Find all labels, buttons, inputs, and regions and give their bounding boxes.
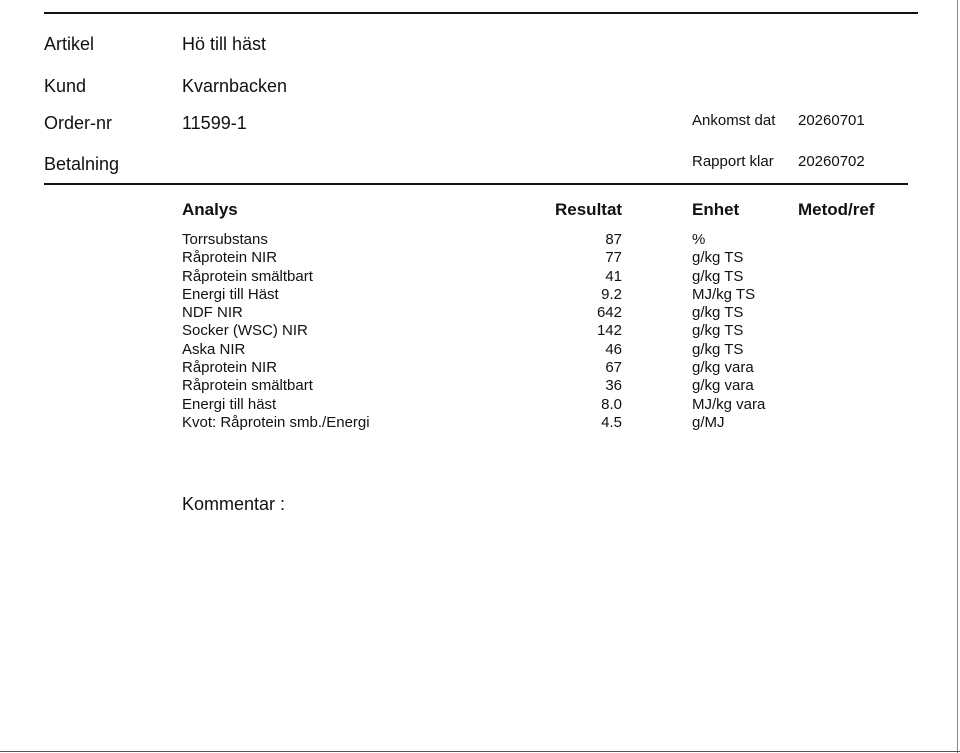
- rapport-value: 20260702: [798, 153, 865, 170]
- result-value: 77: [605, 249, 622, 267]
- ankomst-label: Ankomst dat: [692, 112, 776, 129]
- result-value: 4.5: [601, 413, 622, 431]
- bottom-divider: [0, 751, 960, 752]
- table-row: [182, 304, 822, 322]
- table-row: [182, 231, 822, 249]
- table-row: [182, 414, 822, 432]
- result-value: 642: [596, 304, 622, 322]
- analys-name: Torrsubstans: [182, 231, 268, 248]
- results-table: [182, 231, 822, 432]
- column-header-analys: Analys: [182, 200, 238, 219]
- unit-value: %: [692, 231, 706, 248]
- unit-value: g/kg TS: [692, 340, 744, 358]
- analys-name: Råprotein smältbart: [182, 267, 313, 285]
- column-header-metod-ref: Metod/ref: [798, 200, 875, 219]
- analys-name: Energi till häst: [182, 395, 277, 413]
- unit-value: g/kg TS: [692, 249, 744, 267]
- unit-value: g/kg TS: [692, 267, 744, 285]
- analys-name: Råprotein smältbart: [182, 377, 313, 395]
- unit-value: g/kg vara: [692, 359, 754, 377]
- analys-name: Råprotein NIR: [182, 359, 278, 377]
- order-nr-label: Order-nr: [44, 113, 113, 133]
- table-row: [182, 322, 822, 340]
- table-row: [182, 249, 822, 267]
- kund-label: Kund: [44, 76, 87, 96]
- unit-value: MJ/kg vara: [692, 395, 766, 413]
- ankomst-value: 20260701: [798, 112, 865, 129]
- rapport-label: Rapport klar: [692, 153, 774, 170]
- betalning-label: Betalning: [44, 154, 120, 174]
- result-value: 87: [605, 231, 622, 248]
- table-row: [182, 341, 822, 359]
- artikel-value: Hö till häst: [182, 34, 267, 54]
- artikel-label: Artikel: [44, 34, 95, 54]
- table-row: [182, 396, 822, 414]
- top-divider: [44, 12, 918, 14]
- analys-name: Socker (WSC) NIR: [182, 322, 308, 340]
- result-value: 9.2: [601, 285, 622, 303]
- column-header-resultat: Resultat: [555, 200, 623, 219]
- comment-label: Kommentar :: [182, 494, 286, 514]
- result-value: 41: [605, 267, 622, 285]
- result-value: 46: [605, 340, 622, 358]
- table-row: [182, 268, 822, 286]
- unit-value: g/kg TS: [692, 304, 744, 322]
- analys-name: Energi till Häst: [182, 285, 279, 303]
- analys-name: Kvot: Råprotein smb./Energi: [182, 413, 370, 431]
- column-header-enhet: Enhet: [692, 200, 740, 219]
- result-value: 36: [605, 377, 622, 395]
- result-value: 67: [605, 359, 622, 377]
- result-value: 142: [596, 322, 622, 340]
- analys-name: Aska NIR: [182, 340, 246, 358]
- unit-value: MJ/kg TS: [692, 285, 756, 303]
- table-row: [182, 359, 822, 377]
- unit-value: g/MJ: [692, 413, 725, 431]
- analys-name: Råprotein NIR: [182, 249, 278, 267]
- unit-value: g/kg vara: [692, 377, 754, 395]
- table-row: [182, 286, 822, 304]
- result-value: 8.0: [601, 395, 622, 413]
- unit-value: g/kg TS: [692, 322, 744, 340]
- page-edge: [957, 0, 958, 753]
- analys-name: NDF NIR: [182, 304, 243, 322]
- header-divider: [44, 183, 908, 185]
- order-nr-value: 11599-1: [182, 113, 247, 133]
- table-row: [182, 377, 822, 395]
- kund-value: Kvarnbacken: [182, 76, 288, 96]
